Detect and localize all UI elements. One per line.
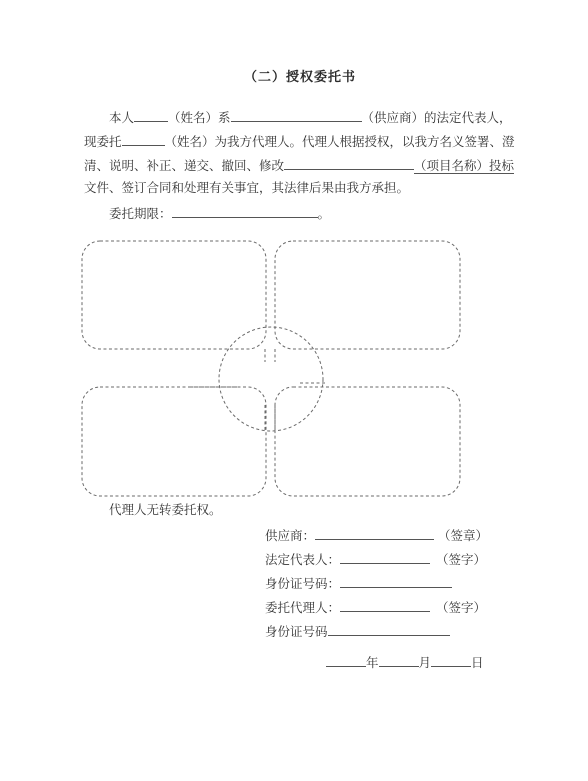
text-actions: 清、说明、补正、递交、撤回、修改 [84, 158, 285, 173]
id-number-blank-1[interactable] [340, 574, 452, 588]
id-front-frame-right [275, 241, 460, 349]
id-number-line-2 [265, 622, 450, 640]
term-suffix: 。 [317, 206, 331, 221]
term-label: 委托期限： [109, 206, 172, 221]
agent-line [265, 598, 486, 616]
supplier-seal-note: （签章） [438, 528, 489, 543]
legal-rep-sign-note: （签字） [436, 552, 487, 567]
year-blank[interactable] [326, 653, 366, 667]
agent-sign-blank[interactable] [340, 598, 430, 612]
id-number-label-1: 身份证号码： [265, 576, 341, 591]
legal-rep-line [265, 550, 486, 568]
day-blank[interactable] [431, 653, 471, 667]
agent-sign-note: （签字） [436, 600, 487, 615]
agent-label: 委托代理人： [265, 600, 341, 615]
legal-rep-label: 法定代表人： [265, 552, 341, 567]
month-blank[interactable] [379, 653, 419, 667]
text-supplier-legal-rep: （供应商）的法定代表人， [361, 110, 512, 125]
year-label: 年 [366, 655, 379, 670]
no-transfer-note: 代理人无转委托权。 [109, 502, 222, 517]
day-label: 日 [471, 655, 484, 670]
legal-rep-sign-blank[interactable] [340, 550, 430, 564]
center-circle-frame [219, 327, 323, 431]
id-number-line-1 [265, 574, 452, 592]
page-title: （二）授权委托书 [244, 70, 357, 85]
id-back-frame-right [275, 387, 460, 496]
text-name-xi: （姓名）系 [168, 110, 231, 125]
supplier-line [265, 526, 488, 544]
text-entrust: 现委托 [84, 134, 122, 149]
date-line [326, 653, 484, 671]
supplier-seal-blank[interactable] [315, 526, 434, 540]
supplier-label: 供应商： [265, 528, 316, 543]
month-label: 月 [418, 655, 432, 670]
id-number-blank-2[interactable] [328, 622, 450, 636]
text-project-name: （项目名称）投标 [414, 158, 515, 173]
id-front-frame-left [82, 241, 266, 349]
id-back-frame-left [82, 387, 266, 496]
text-benren: 本人 [109, 110, 135, 125]
para-line-4: 文件、签订合同和处理有关事宜，其法律后果由我方承担。 [84, 180, 410, 195]
id-number-label-2: 身份证号码 [265, 624, 328, 639]
text-agent-authority: （姓名）为我方代理人。代理人根据授权，以我方名义签署、澄 [164, 134, 515, 149]
